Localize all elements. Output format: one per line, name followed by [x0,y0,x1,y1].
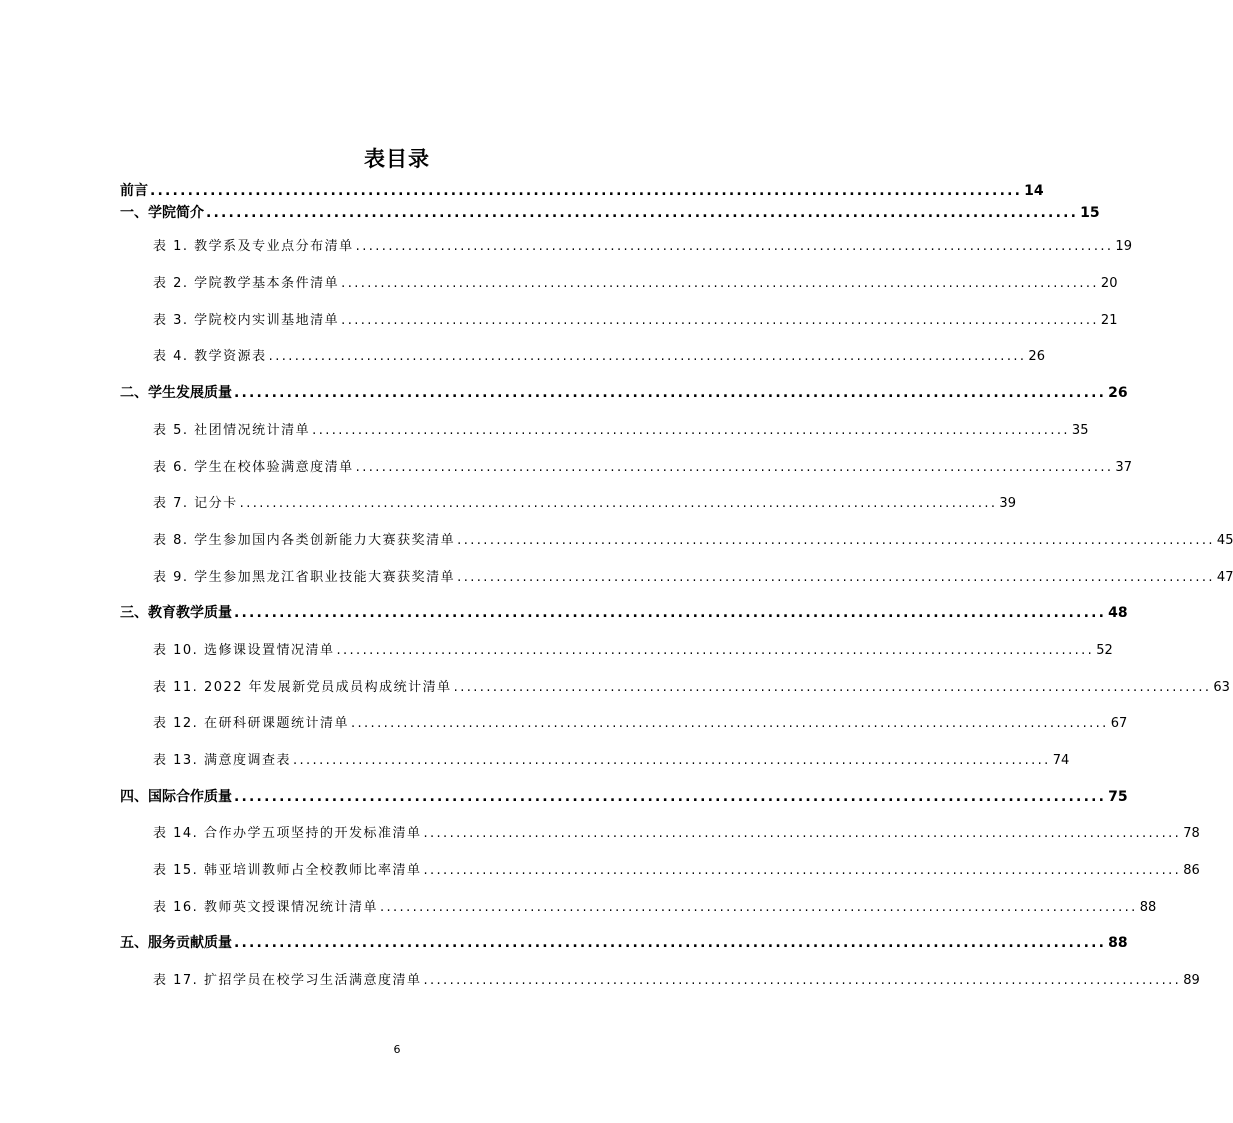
toc-entry[interactable] [153,492,1016,511]
toc-entry-page: 75 [1108,789,1128,805]
toc-entry-label: 表 16. 教师英文授课情况统计清单 [153,900,378,915]
page-number: 6 [393,1043,401,1056]
dot-leader: .................................................................................................................... [268,349,1027,364]
toc-entry-label: 表 9. 学生参加黑龙江省职业技能大赛获奖清单 [153,570,456,585]
dot-leader: .................................................................................................................... [341,276,1099,291]
toc-entry-page: 88 [1108,935,1128,951]
toc-entry-label: 表 11. 2022 年发展新党员成员构成统计清单 [153,680,452,695]
toc-entry[interactable] [153,859,1200,878]
toc-entry[interactable] [120,202,1100,222]
dot-leader: .................................................................................................................... [423,863,1182,878]
toc-entry-label: 一、学院简介 [120,205,204,221]
dot-leader: .................................................................................................................... [453,680,1212,695]
dot-leader: .................................................................................................................... [423,826,1182,841]
dot-leader: .................................................................................................................... [239,496,998,511]
toc-entry-page: 74 [1052,753,1070,768]
dot-leader: .................................................................................................................... [355,460,1114,475]
toc-entry-page: 78 [1183,826,1200,841]
toc-entry[interactable] [153,639,1113,658]
toc-entry[interactable] [153,969,1200,988]
toc-entry-page: 21 [1100,313,1118,328]
toc-entry-page: 48 [1108,605,1128,621]
toc-entry[interactable] [120,602,1128,622]
toc-entry[interactable] [153,529,1233,548]
toc-entry[interactable] [153,822,1200,841]
toc-entry[interactable] [153,345,1045,364]
toc-entry-page: 45 [1216,533,1233,548]
toc-entry-page: 19 [1115,239,1132,254]
toc-entry-page: 26 [1108,385,1128,401]
toc-entry-label: 表 2. 学院教学基本条件清单 [153,276,340,291]
dot-leader: .................................................................................................................... [350,716,1109,731]
toc-entry[interactable] [153,676,1230,695]
toc-entry-label: 表 3. 学院校内实训基地清单 [153,313,340,328]
dot-leader: .................................................................................................................... [355,239,1114,254]
toc-entry[interactable] [153,566,1233,585]
dot-leader: .................................................................................................................... [206,205,1079,221]
toc-entry-page: 15 [1080,205,1100,221]
toc-entry-label: 二、学生发展质量 [120,385,232,401]
toc-entry-page: 47 [1216,570,1233,585]
toc-entry[interactable] [120,786,1128,806]
toc-entry[interactable] [153,272,1118,291]
toc-entry-page: 67 [1110,716,1128,731]
toc-entry-page: 37 [1115,460,1132,475]
dot-leader: .................................................................................................................... [234,789,1107,805]
toc-entry-label: 表 13. 满意度调查表 [153,753,291,768]
dot-leader: .................................................................................................................... [341,313,1099,328]
toc-entry-page: 26 [1028,349,1045,364]
toc-entry-page: 63 [1213,680,1230,695]
toc-entry-label: 表 1. 教学系及专业点分布清单 [153,239,354,254]
toc-entry-page: 88 [1139,900,1157,915]
page-title: 表目录 [364,147,430,171]
toc-entry-label: 表 10. 选修课设置情况清单 [153,643,335,658]
toc-entry[interactable] [153,712,1128,731]
toc-entry[interactable] [153,419,1089,438]
toc-entry-page: 89 [1183,973,1200,988]
toc-entry-label: 表 15. 韩亚培训教师占全校教师比率清单 [153,863,422,878]
toc-entry-label: 表 4. 教学资源表 [153,349,267,364]
dot-leader: .................................................................................................................... [292,753,1051,768]
toc-entry-label: 三、教育教学质量 [120,605,232,621]
toc-entry-label: 表 7. 记分卡 [153,496,238,511]
toc-entry-page: 86 [1183,863,1200,878]
toc-entry[interactable] [120,932,1128,952]
toc-entry-page: 35 [1071,423,1089,438]
toc-entry-label: 表 14. 合作办学五项坚持的开发标准清单 [153,826,422,841]
toc-entry-label: 五、服务贡献质量 [120,935,232,951]
toc-entry-label: 表 12. 在研科研课题统计清单 [153,716,349,731]
toc-entry-page: 14 [1024,183,1044,199]
toc-entry-label: 表 17. 扩招学员在校学习生活满意度清单 [153,973,422,988]
toc-entry[interactable] [153,896,1157,915]
toc-entry-label: 前言 [120,183,148,199]
toc-entry[interactable] [120,180,1044,200]
toc-entry-label: 表 8. 学生参加国内各类创新能力大赛获奖清单 [153,533,456,548]
toc-entry-page: 20 [1100,276,1118,291]
dot-leader: .................................................................................................................... [423,973,1182,988]
toc-entry[interactable] [153,235,1132,254]
dot-leader: .................................................................................................................... [234,935,1107,951]
toc-entry-label: 表 6. 学生在校体验满意度清单 [153,460,354,475]
dot-leader: .................................................................................................................... [457,533,1215,548]
dot-leader: .................................................................................................................... [234,605,1107,621]
toc-entry-page: 39 [999,496,1016,511]
toc-entry-label: 表 5. 社团情况统计清单 [153,423,311,438]
toc-entry[interactable] [153,309,1118,328]
toc-entry[interactable] [120,382,1128,402]
dot-leader: .................................................................................................................... [457,570,1215,585]
toc-entry[interactable] [153,749,1070,768]
dot-leader: .................................................................................................................... [150,183,1023,199]
toc-entry-label: 四、国际合作质量 [120,789,232,805]
dot-leader: .................................................................................................................... [336,643,1095,658]
dot-leader: .................................................................................................................... [312,423,1070,438]
toc-entry-page: 52 [1096,643,1113,658]
toc-entry[interactable] [153,456,1132,475]
dot-leader: .................................................................................................................... [379,900,1138,915]
dot-leader: .................................................................................................................... [234,385,1107,401]
